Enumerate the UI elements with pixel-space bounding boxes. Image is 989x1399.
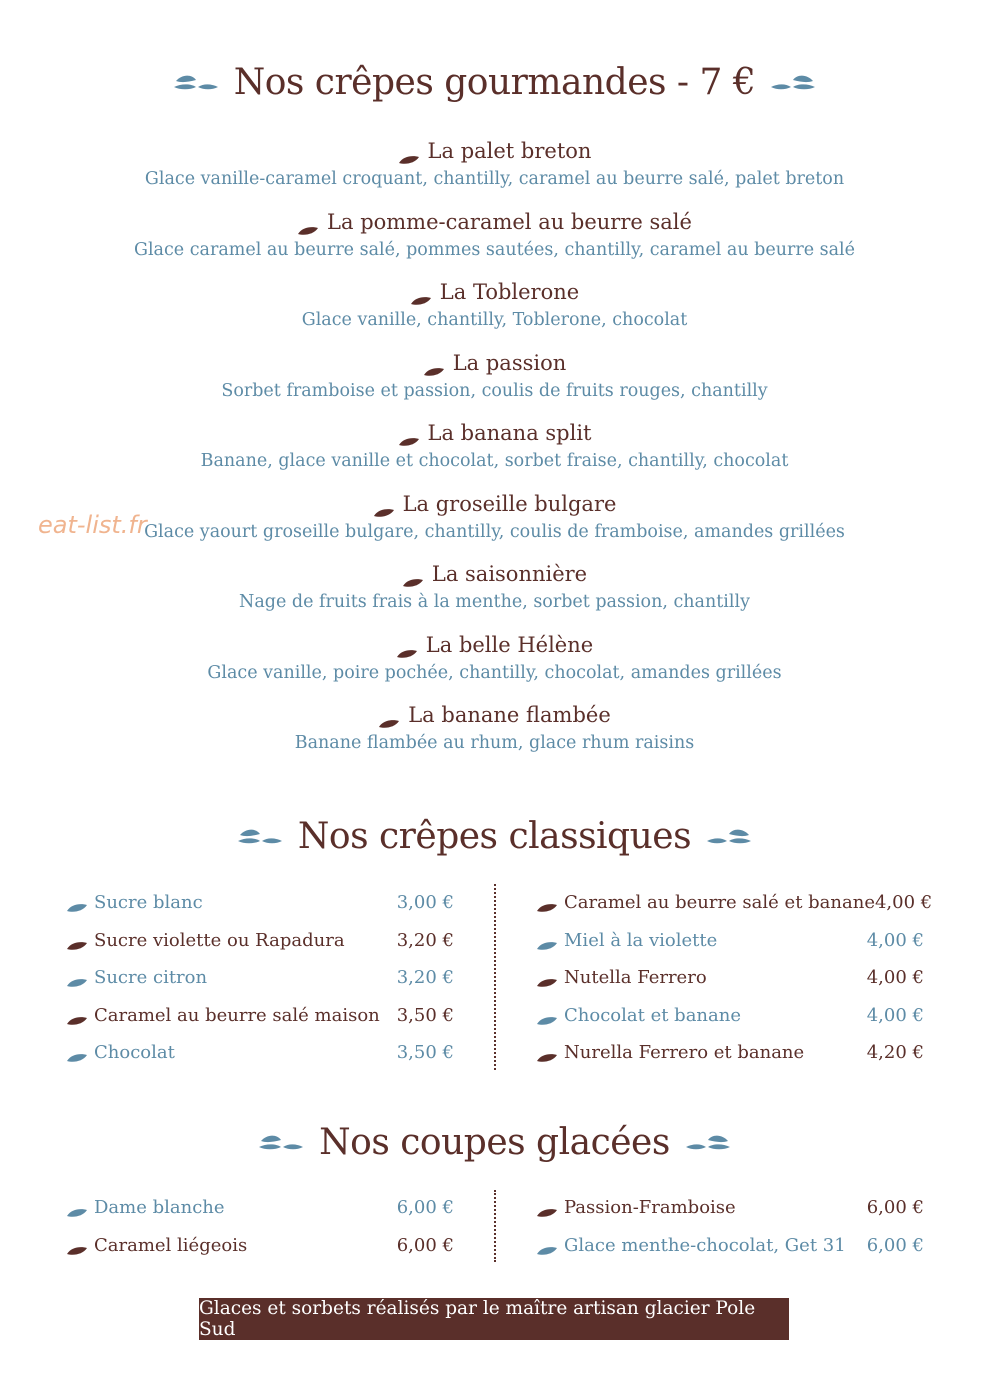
item-label: Miel à la violette (564, 929, 718, 951)
price-list-item (66, 1038, 454, 1066)
price-list-item (536, 1038, 924, 1066)
item-label: Sucre violette ou Rapadura (94, 929, 345, 951)
item-name-text: La belle Hélène (425, 633, 594, 657)
column-divider (494, 1190, 496, 1262)
leaf-icon (402, 569, 424, 579)
item-price: 4,00 € (874, 891, 933, 913)
item-label: Dame blanche (94, 1196, 225, 1218)
item-price: 4,00 € (866, 966, 924, 988)
leaf-icon (66, 935, 86, 945)
item-label: Nurella Ferrero et banane (564, 1041, 805, 1063)
leaf-icon (536, 1047, 556, 1057)
section-title-text: Nos crêpes classiques (297, 815, 692, 857)
dessert-crepe-name (0, 139, 989, 163)
item-label: Chocolat (94, 1041, 175, 1063)
price-list-item (536, 1193, 924, 1221)
dessert-crepe-name (0, 280, 989, 304)
leaf-icon (66, 1202, 86, 1212)
item-price: 3,20 € (396, 929, 454, 951)
item-price: 3,50 € (396, 1004, 454, 1026)
footer-banner: Glaces et sorbets réalisés par le maître artisan glacier Pole Sud (199, 1298, 789, 1340)
leaf-icon (536, 897, 556, 907)
leaf-pair-icon (236, 826, 284, 846)
item-price: 3,50 € (396, 1041, 454, 1063)
item-name-text: La passion (452, 351, 567, 375)
item-name-text: La pomme-caramel au beurre salé (327, 210, 692, 234)
item-label: Sucre blanc (94, 891, 203, 913)
item-name-text: La saisonnière (431, 562, 588, 586)
dessert-crepe-description: Nage de fruits frais à la menthe, sorbet passion, chantilly (239, 592, 750, 612)
dessert-crepe-description: Sorbet framboise et passion, coulis de fruits rouges, chantilly (221, 381, 768, 401)
item-label: Chocolat et banane (564, 1004, 741, 1026)
section-title-text: Nos crêpes gourmandes - 7 € (233, 61, 756, 103)
leaf-icon (373, 499, 395, 509)
item-name-text: La palet breton (427, 139, 592, 163)
leaf-icon (66, 972, 86, 982)
price-list-item (536, 963, 924, 991)
dessert-crepe-description: Glace vanille, poire pochée, chantilly, chocolat, amandes grillées (207, 663, 782, 683)
item-label: Nutella Ferrero (564, 966, 707, 988)
dessert-crepe-name (0, 562, 989, 586)
item-price: 4,00 € (866, 929, 924, 951)
price-list-item (66, 888, 454, 916)
leaf-icon (536, 1010, 556, 1020)
leaf-icon (398, 428, 420, 438)
watermark: eat-list.fr (38, 511, 147, 539)
item-label: Caramel au beurre salé et banane (564, 891, 875, 913)
dessert-crepe-description: Banane flambée au rhum, glace rhum raisins (294, 733, 695, 753)
item-price: 6,00 € (866, 1234, 924, 1256)
item-price: 3,00 € (396, 891, 454, 913)
item-price: 6,00 € (396, 1234, 454, 1256)
section-title-text: Nos coupes glacées (319, 1121, 670, 1163)
dessert-crepe-name (0, 703, 989, 727)
leaf-icon (66, 1240, 86, 1250)
leaf-icon (396, 640, 418, 650)
leaf-icon (297, 217, 319, 227)
price-list-item (66, 1001, 454, 1029)
item-price: 6,00 € (396, 1196, 454, 1218)
price-list-item (66, 926, 454, 954)
leaf-icon (66, 1010, 86, 1020)
price-list-item (66, 963, 454, 991)
section-title-coupes (0, 1118, 989, 1166)
price-list-item (66, 1231, 454, 1259)
dessert-crepe-name (0, 210, 989, 234)
item-name-text: La banana split (427, 421, 592, 445)
item-label: Glace menthe-chocolat, Get 31 (564, 1234, 846, 1256)
leaf-pair-icon (172, 72, 220, 92)
dessert-crepe-description: Glace vanille, chantilly, Toblerone, chocolat (301, 310, 688, 330)
dessert-crepe-description: Banane, glace vanille et chocolat, sorbet fraise, chantilly, chocolat (200, 451, 789, 471)
price-list-item (536, 1231, 924, 1259)
leaf-icon (536, 1202, 556, 1212)
item-price: 4,00 € (866, 1004, 924, 1026)
dessert-crepe-name (0, 421, 989, 445)
item-label: Sucre citron (94, 966, 208, 988)
dessert-crepe-name (0, 633, 989, 657)
item-price: 6,00 € (866, 1196, 924, 1218)
leaf-icon (536, 1240, 556, 1250)
price-list-item (536, 1001, 924, 1029)
dessert-crepe-description: Glace yaourt groseille bulgare, chantilly, coulis de framboise, amandes grillées (144, 522, 845, 542)
price-list-item (536, 926, 924, 954)
item-label: Passion-Framboise (564, 1196, 736, 1218)
dessert-crepe-description: Glace caramel au beurre salé, pommes sautées, chantilly, caramel au beurre salé (133, 240, 856, 260)
item-name-text: La Toblerone (439, 280, 580, 304)
leaf-icon (378, 710, 400, 720)
section-title-classiques (0, 812, 989, 860)
item-label: Caramel au beurre salé maison (94, 1004, 380, 1026)
item-name-text: La banane flambée (408, 703, 611, 727)
leaf-icon (536, 972, 556, 982)
price-list-item (66, 1193, 454, 1221)
price-list-item (536, 888, 933, 916)
leaf-pair-icon (257, 1132, 305, 1152)
item-label: Caramel liégeois (94, 1234, 248, 1256)
leaf-pair-icon (684, 1132, 732, 1152)
column-divider (494, 884, 496, 1070)
leaf-icon (536, 935, 556, 945)
leaf-icon (410, 287, 432, 297)
leaf-icon (66, 1047, 86, 1057)
leaf-icon (423, 358, 445, 368)
dessert-crepe-name (0, 351, 989, 375)
section-title-gourmandes (0, 58, 989, 106)
item-price: 4,20 € (866, 1041, 924, 1063)
dessert-crepe-description: Glace vanille-caramel croquant, chantilly, caramel au beurre salé, palet breton (144, 169, 845, 189)
leaf-icon (398, 146, 420, 156)
dessert-crepe-name (0, 492, 989, 516)
leaf-icon (66, 897, 86, 907)
leaf-pair-icon (705, 826, 753, 846)
item-price: 3,20 € (396, 966, 454, 988)
item-name-text: La groseille bulgare (402, 492, 617, 516)
leaf-pair-icon (769, 72, 817, 92)
